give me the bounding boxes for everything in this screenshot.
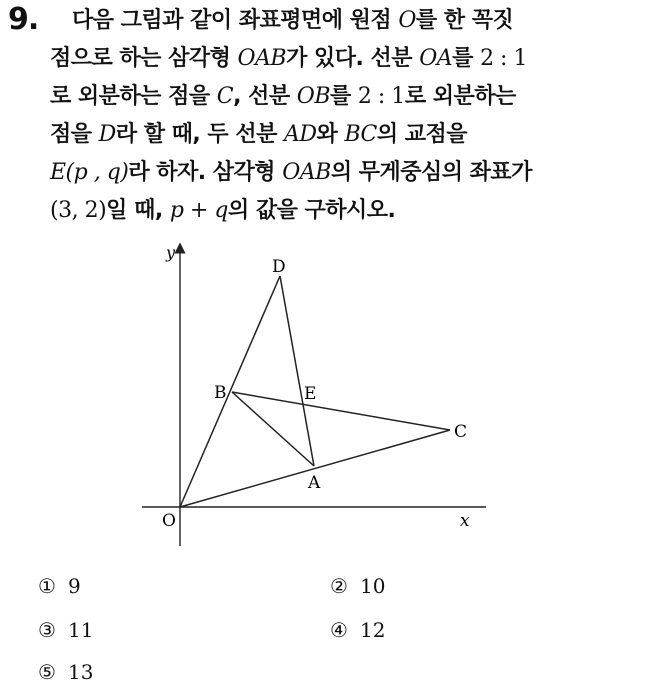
label-y: y: [166, 243, 176, 262]
choice-1[interactable]: [38, 574, 81, 598]
math: p + q: [169, 198, 228, 223]
choice-value: 13: [68, 660, 94, 684]
label-B: B: [214, 383, 227, 403]
coordinate: (3, 2): [50, 198, 107, 223]
geometry-figure: [142, 242, 490, 546]
choice-value: 10: [360, 574, 386, 598]
math: BC: [344, 122, 377, 147]
choice-mark: ④: [330, 618, 348, 642]
label-E: E: [304, 384, 317, 404]
label-x: x: [460, 511, 470, 531]
choice-3[interactable]: [38, 618, 93, 642]
text: 라 하자. 삼각형: [128, 160, 283, 185]
choice-mark: ①: [38, 574, 56, 598]
math: OB: [296, 84, 330, 109]
math: OAB: [282, 160, 331, 185]
segment-DA: [280, 276, 317, 466]
choice-mark: ③: [38, 618, 56, 642]
choice-2[interactable]: [330, 574, 385, 598]
text: 를 한 꼭짓: [415, 8, 514, 33]
text: 를: [329, 84, 358, 109]
choice-value: 11: [68, 618, 94, 642]
text: 의 교점을: [376, 122, 468, 147]
text: 다음 그림과 같이 좌표평면에 원점: [72, 8, 399, 33]
label-O: O: [162, 511, 176, 531]
segment-OD: [180, 276, 280, 507]
text: 로 외분하는: [404, 84, 516, 109]
math: OAB: [237, 46, 287, 71]
label-D: D: [272, 257, 286, 277]
text: 를: [452, 46, 481, 71]
question-line-5: [50, 158, 532, 188]
choice-mark: ②: [330, 574, 348, 598]
text: 의 무게중심의 좌표가: [330, 160, 532, 185]
text: 가 있다. 선분: [286, 46, 420, 71]
choice-5[interactable]: [38, 660, 93, 684]
choice-4[interactable]: [330, 618, 385, 642]
question-number: 9.: [8, 2, 39, 37]
segment-BC: [232, 392, 450, 430]
math: C: [216, 84, 234, 109]
question-line-1: [72, 6, 513, 36]
question-line-4: [50, 120, 467, 150]
math: O: [398, 8, 416, 33]
question-line-2: [50, 44, 527, 74]
choice-value: 12: [360, 618, 386, 642]
label-A: A: [308, 473, 321, 493]
text: 의 값을 구하시오.: [227, 198, 396, 223]
text: 점으로 하는 삼각형: [50, 46, 238, 71]
math: D: [98, 122, 116, 147]
math: E(p , q): [50, 160, 129, 185]
choice-value: 9: [68, 574, 81, 598]
text: , 선분: [233, 84, 297, 109]
text: 일 때,: [106, 198, 170, 223]
math: OA: [419, 46, 453, 71]
segment-OC: [180, 430, 450, 507]
ratio: 2 : 1: [357, 84, 405, 109]
question-line-6: [50, 196, 395, 226]
ratio: 2 : 1: [480, 46, 527, 71]
text: 와: [316, 122, 345, 147]
choice-mark: ⑤: [38, 660, 56, 684]
segment-BA: [232, 392, 314, 466]
text: 점을: [50, 122, 99, 147]
text: 로 외분하는 점을: [50, 84, 217, 109]
question-line-3: [50, 82, 516, 112]
text: 라 할 때, 두 선분: [115, 122, 284, 147]
label-C: C: [454, 422, 468, 442]
math: AD: [283, 122, 317, 147]
